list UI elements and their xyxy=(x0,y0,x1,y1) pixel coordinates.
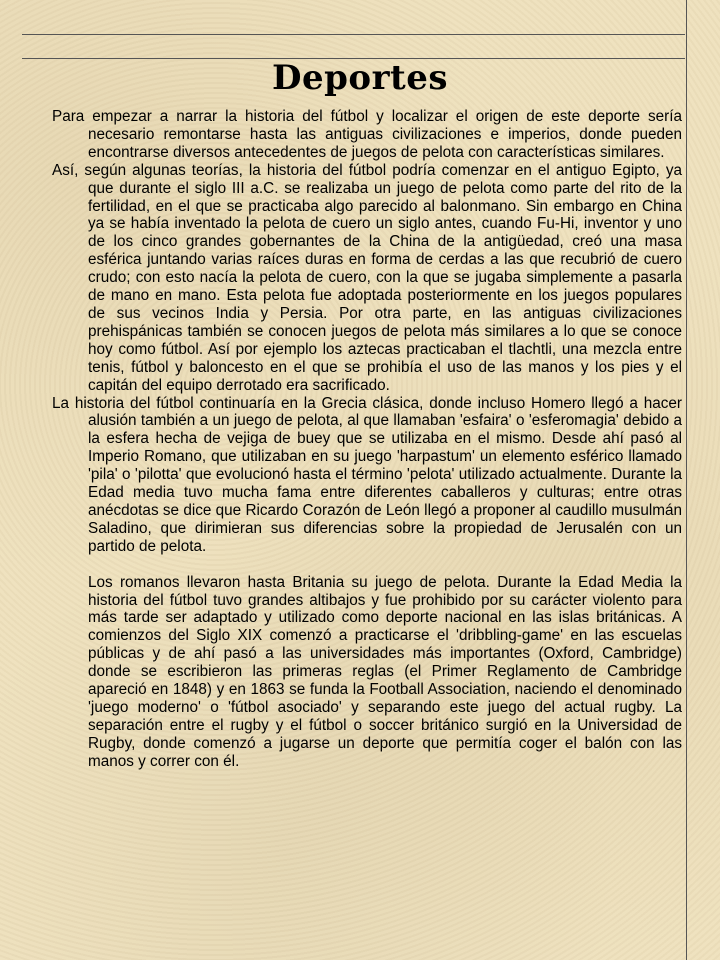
page-title: Deportes xyxy=(272,58,448,98)
paragraph-origins: Así, según algunas teorías, la historia del fútbol podría comenzar en el antiguo Egipto, ya que durante el siglo III a.C. se realizaba un juego de pelota como parte del rito de la fertilidad, en el que se practicaba algo parecido al balonmano. Sin embargo en China ya se había inventado la pelota de cuero un siglo antes, cuando Fu-Hi, inventor y uno de los cinco grandes gobernantes de la China de la antigüedad, creó una masa esférica juntando varias raíces duras en forma de cerdas a las que recubrió de cuero crudo; con esto nacía la pelota de cuero, con la que se jugaba simplemente a pasarla de mano en mano. Esta pelota fue adoptada posteriormente en los juegos populares de sus vecinos India y Persia. Por otra parte, en las antiguas civilizaciones prehispánicas también se conocen juegos de pelota más similares a lo que se conoce hoy como fútbol. Así por ejemplo los aztecas practicaban el tlachtli, una mezcla entre tenis, fútbol y baloncesto en el que se prohibía el uso de las manos y los pies y el capitán del equipo derrotado era sacrificado. xyxy=(52,161,682,394)
paragraph-britain: Los romanos llevaron hasta Britania su juego de pelota. Durante la Edad Media la historia del fútbol tuvo grandes altibajos y fue prohibido por su carácter violento para más tarde ser adaptado y utilizado como deporte nacional en las islas británicas. A comienzos del Siglo XIX comenzó a practicarse el 'dribbling-game' en las escuelas públicas y de ahí pasó a las universidades más importantes (Oxford, Cambridge) donde se escribieron las primeras reglas (el Primer Reglamento de Cambridge apareció en 1848) y en 1863 se funda la Football Association, naciendo el denominado 'juego moderno' o 'fútbol asociado' y separando este juego del actual rugby. La separación entre el rugby y el fútbol o soccer británico surgió en la Universidad de Rugby, donde comenzó a jugarse un deporte que permitía coger el balón con las manos y correr con él. xyxy=(88,573,682,770)
paragraph-greece-rome: La historia del fútbol continuaría en la Grecia clásica, donde incluso Homero llegó a hacer alusión también a un juego de pelota, al que llamaban 'esfaira' o 'esferomagia' debido a la esfera hecha de vejiga de buey que se utilizaba en el mismo. Desde ahí pasó al Imperio Romano, que utilizaban en su juego 'harpastum' un elemento esférico llamado 'pila' o 'pilotta' que evolucionó hasta el término 'pelota' utilizado actualmente. Durante la Edad media tuvo mucha fama entre diferentes caballeros y culturas; entre otras anécdotas se dice que Ricardo Corazón de León llegó a proponer al caudillo musulmán Saladino, que dirimieran sus diferencias sobre la propiedad de Jerusalén con un partido de pelota. xyxy=(52,394,682,555)
article-body xyxy=(52,108,682,771)
top-rule xyxy=(22,34,685,35)
right-margin-line xyxy=(686,0,687,960)
paragraph-intro: Para empezar a narrar la historia del fútbol y localizar el origen de este deporte sería necesario remontarse hasta las antiguas civilizaciones e imperios, donde pueden encontrarse diversos antecedentes de juegos de pelota con características similares. xyxy=(52,108,682,161)
